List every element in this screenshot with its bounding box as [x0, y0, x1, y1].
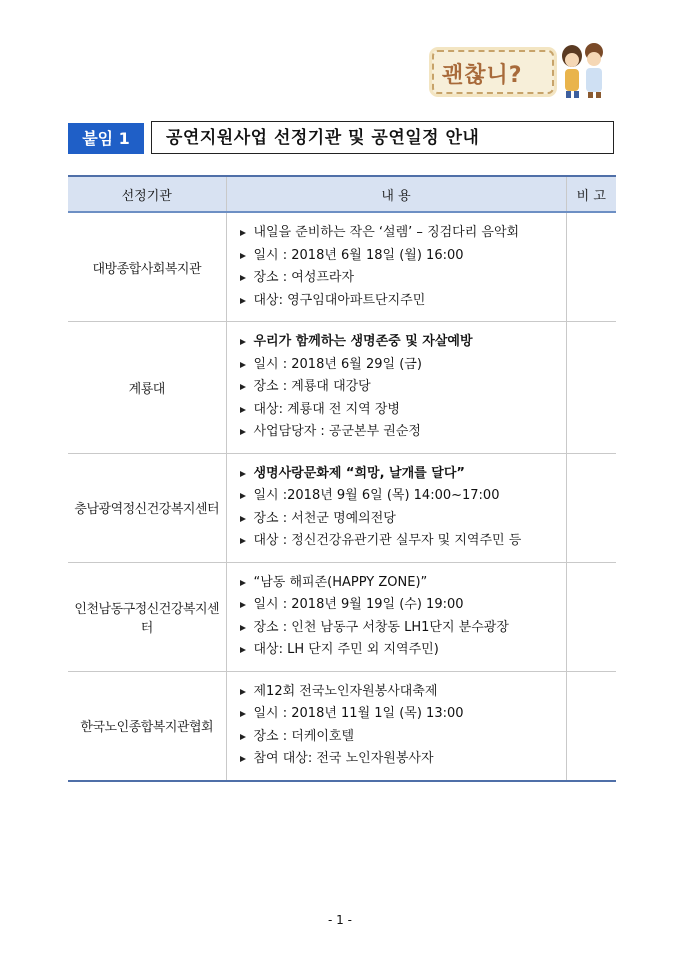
content-cell	[226, 671, 566, 781]
list-item: 내일을 준비하는 작은 ‘설렘’ – 징검다리 음악회	[238, 222, 565, 245]
list-item: 일시 :2018년 9월 6일 (목) 14:00~17:00	[238, 485, 565, 508]
column-header-note: 비 고	[566, 176, 616, 212]
content-list	[228, 455, 565, 561]
list-item: 장소 : 더케이호텔	[238, 726, 565, 749]
content-list	[228, 673, 565, 779]
table-header-row	[68, 176, 616, 212]
list-item: 일시 : 2018년 6월 29일 (금)	[238, 354, 565, 377]
list-item: 우리가 함께하는 생명존중 및 자살예방	[238, 331, 565, 354]
table-row	[68, 671, 616, 781]
org-name-cell: 대방종합사회복지관	[92, 261, 202, 277]
note-cell	[566, 671, 616, 781]
list-item: 사업담당자 : 공군본부 권순정	[238, 421, 565, 444]
list-item: 장소 : 인천 남동구 서창동 LH1단지 분수광장	[238, 617, 565, 640]
content-cell	[226, 453, 566, 562]
page-number: - 1 -	[328, 913, 352, 927]
list-item: 장소 : 여성프라자	[238, 267, 565, 290]
attachment-badge: 붙임 1	[68, 123, 144, 154]
list-item: 일시 : 2018년 11월 1일 (목) 13:00	[238, 703, 565, 726]
table-row	[68, 453, 616, 562]
content-list	[228, 564, 565, 670]
table-row	[68, 322, 616, 454]
column-header-content: 내 용	[226, 176, 566, 212]
table-row	[68, 562, 616, 671]
page-title: 공연지원사업 선정기관 및 공연일정 안내	[151, 121, 614, 154]
campaign-logo	[432, 42, 612, 98]
logo-badge	[432, 50, 554, 94]
schedule-table	[68, 175, 616, 782]
list-item: 장소 : 계룡대 대강당	[238, 376, 565, 399]
list-item: 대상 : 정신건강유관기관 실무자 및 지역주민 등	[238, 530, 565, 553]
logo-text: 괜찮니?	[442, 63, 523, 88]
list-item: 장소 : 서천군 명예의전당	[238, 508, 565, 531]
content-cell	[226, 562, 566, 671]
column-header-org: 선정기관	[68, 176, 226, 212]
org-name-cell: 한국노인종합복지관협회	[68, 671, 226, 781]
content-cell	[226, 322, 566, 454]
note-cell	[566, 322, 616, 454]
section-header	[68, 121, 616, 156]
content-cell	[226, 212, 566, 322]
list-item: 일시 : 2018년 9월 19일 (수) 19:00	[238, 594, 565, 617]
note-cell	[566, 562, 616, 671]
org-name-cell: 충남광역정신건강복지센터	[68, 453, 226, 562]
org-name-cell: 인천남동구정신건강복지센터	[68, 562, 226, 671]
list-item: 생명사랑문화제 “희망, 날개를 달다”	[238, 463, 565, 486]
org-name-cell: 계룡대	[68, 322, 226, 454]
list-item: 대상: LH 단지 주민 외 지역주민)	[238, 639, 565, 662]
list-item: “남동 해피존(HAPPY ZONE)”	[238, 572, 565, 595]
content-list	[228, 214, 565, 320]
list-item: 제12회 전국노인자원봉사대축제	[238, 681, 565, 704]
children-illustration-icon	[556, 42, 610, 98]
note-cell	[566, 212, 616, 322]
list-item: 대상: 영구임대아파트단지주민	[238, 290, 565, 313]
list-item: 참여 대상: 전국 노인자원봉사자	[238, 748, 565, 771]
content-list	[228, 323, 565, 452]
list-item: 일시 : 2018년 6월 18일 (월) 16:00	[238, 245, 565, 268]
list-item: 대상: 계룡대 전 지역 장병	[238, 399, 565, 422]
note-cell	[566, 453, 616, 562]
table-row	[68, 212, 616, 322]
